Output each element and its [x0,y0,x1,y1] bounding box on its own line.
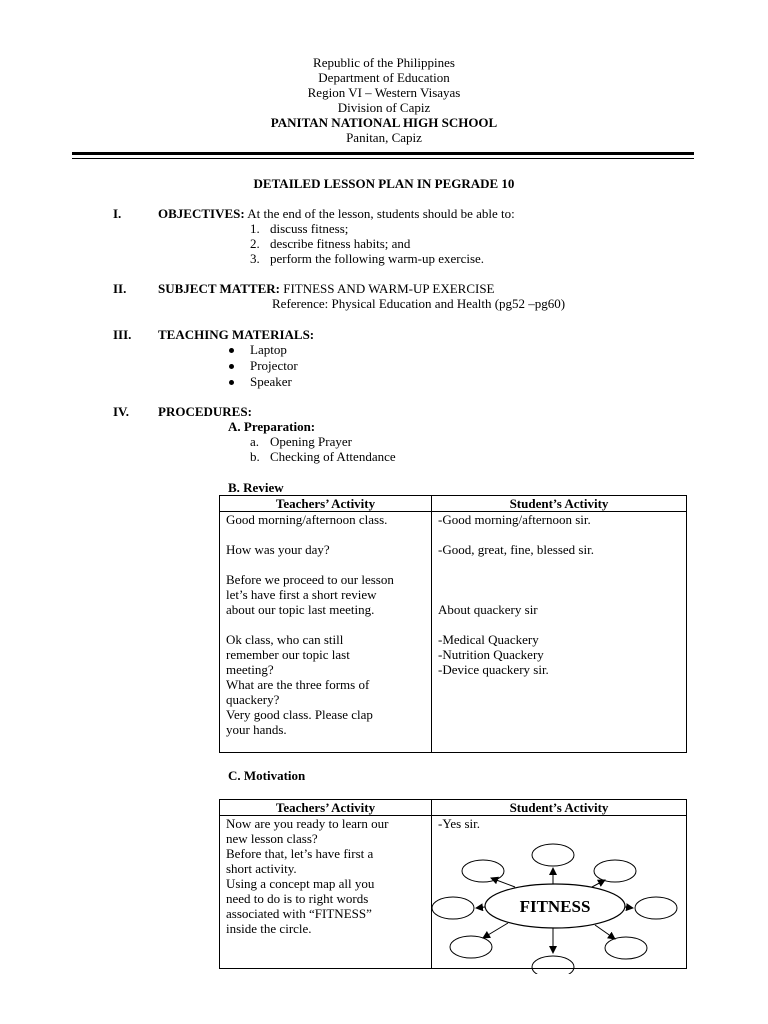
review-header-teacher: Teachers’ Activity [220,496,432,512]
concept-map-arrow [592,880,605,887]
section-number-objectives: I. [113,206,122,221]
section-number-procedures: IV. [113,404,130,419]
subject-label: SUBJECT MATTER: [158,281,280,296]
header-rule-thin [72,158,694,159]
spacer [438,557,680,572]
spacer [226,617,425,632]
motivation-teacher-cell [220,816,432,969]
motivation-teacher-line: Using a concept map all you [226,876,375,891]
header-region: Region VI – Western Visayas [307,85,461,100]
objectives-heading [158,206,515,221]
motivation-teacher-line: Now are you ready to learn our [226,816,389,831]
motivation-teacher-line: Before that, let’s have first a [226,846,374,861]
subject-text: FITNESS AND WARM-UP EXERCISE [279,281,495,296]
header-rule [72,152,694,155]
review-label: B. Review [228,480,284,495]
objective-text-2: describe fitness habits; and [270,236,411,251]
header-division: Division of Capiz [337,100,431,115]
objectives-intro: At the end of the lesson, students should be able to: [244,206,515,221]
bullet-icon [229,364,234,369]
header-department: Department of Education [318,70,450,85]
subject-reference: Reference: Physical Education and Health (pg52 –pg60) [272,296,566,311]
preparation-label: A. Preparation: [228,419,316,434]
concept-map-bubble[interactable] [450,936,492,958]
concept-map-arrow [625,907,633,908]
spacer [226,527,425,542]
material-item-3 [229,374,292,389]
objective-num-3: 3. [250,251,260,266]
spacer [438,587,680,602]
material-label: Speaker [250,374,292,389]
review-student-line: -Good morning/afternoon sir. [438,512,591,527]
subject-heading [158,281,495,296]
concept-map-bubble[interactable] [635,897,677,919]
header-address: Panitan, Capiz [346,130,422,145]
review-student-line: -Device quackery sir. [438,662,549,677]
review-teacher-cell [220,512,432,753]
concept-map-arrow [595,925,615,939]
objectives-label: OBJECTIVES: [158,206,245,221]
header-school: PANITAN NATIONAL HIGH SCHOOL [270,115,498,130]
spacer [438,617,680,632]
review-student-cell [432,512,687,753]
motivation-header-student: Student’s Activity [432,800,687,816]
bullet-icon [229,380,234,385]
preparation-text-b: Checking of Attendance [270,449,396,464]
materials-label: TEACHING MATERIALS: [158,327,315,342]
review-teacher-line: Very good class. Please clap [226,707,373,722]
objective-text-3: perform the following warm-up exercise. [270,251,485,266]
preparation-num-b: b. [250,449,260,464]
concept-map [420,838,686,974]
concept-map-bubble[interactable] [594,860,636,882]
material-item-2 [229,358,298,373]
concept-map-bubble[interactable] [605,937,647,959]
review-table [219,495,687,753]
header-republic: Republic of the Philippines [313,55,455,70]
spacer [438,572,680,587]
review-teacher-line: How was your day? [226,542,330,557]
review-teacher-line: remember our topic last [226,647,350,662]
motivation-label: C. Motivation [228,768,306,783]
preparation-text-a: Opening Prayer [270,434,352,449]
motivation-teacher-line: associated with “FITNESS” [226,906,372,921]
motivation-teacher-line: new lesson class? [226,831,318,846]
review-teacher-line: quackery? [226,692,280,707]
review-teacher-line: Ok class, who can still [226,632,344,647]
concept-map-arrow [483,923,508,938]
review-header-student: Student’s Activity [432,496,687,512]
motivation-header-teacher: Teachers’ Activity [220,800,432,816]
material-item-1 [229,342,287,357]
review-teacher-line: Before we proceed to our lesson [226,572,394,587]
material-label: Projector [250,358,298,373]
concept-map-bubble[interactable] [432,897,474,919]
review-student-line: About quackery sir [438,602,538,617]
procedures-label: PROCEDURES: [158,404,252,419]
concept-map-bubble[interactable] [462,860,504,882]
concept-map-arrow [476,907,485,908]
review-teacher-line: your hands. [226,722,287,737]
material-label: Laptop [250,342,287,357]
objective-num-1: 1. [250,221,260,236]
concept-map-arrow [491,878,515,887]
review-student-line: -Medical Quackery [438,632,539,647]
bullet-icon [229,348,234,353]
motivation-table-header [220,800,687,816]
concept-map-center-label: FITNESS [519,897,591,916]
motivation-student-line: -Yes sir. [438,816,481,831]
motivation-teacher-line: need to do is to right words [226,891,369,906]
preparation-num-a: a. [250,434,260,449]
review-student-line: -Good, great, fine, blessed sir. [438,542,594,557]
spacer [438,527,680,542]
concept-map-bubble[interactable] [532,844,574,866]
section-number-subject: II. [113,281,127,296]
spacer [226,557,425,572]
motivation-teacher-line: short activity. [226,861,297,876]
review-teacher-line: meeting? [226,662,274,677]
motivation-teacher-line: inside the circle. [226,921,312,936]
review-table-header [220,496,687,512]
objective-num-2: 2. [250,236,260,251]
review-teacher-line: Good morning/afternoon class. [226,512,388,527]
review-teacher-line: about our topic last meeting. [226,602,375,617]
review-teacher-line: What are the three forms of [226,677,370,692]
section-number-materials: III. [113,327,132,342]
review-teacher-line: let’s have first a short review [226,587,377,602]
review-table-row [220,512,687,753]
objective-text-1: discuss fitness; [270,221,349,236]
concept-map-bubble[interactable] [532,956,574,974]
review-student-line: -Nutrition Quackery [438,647,544,662]
document-title: DETAILED LESSON PLAN IN PEGRADE 10 [253,176,515,191]
